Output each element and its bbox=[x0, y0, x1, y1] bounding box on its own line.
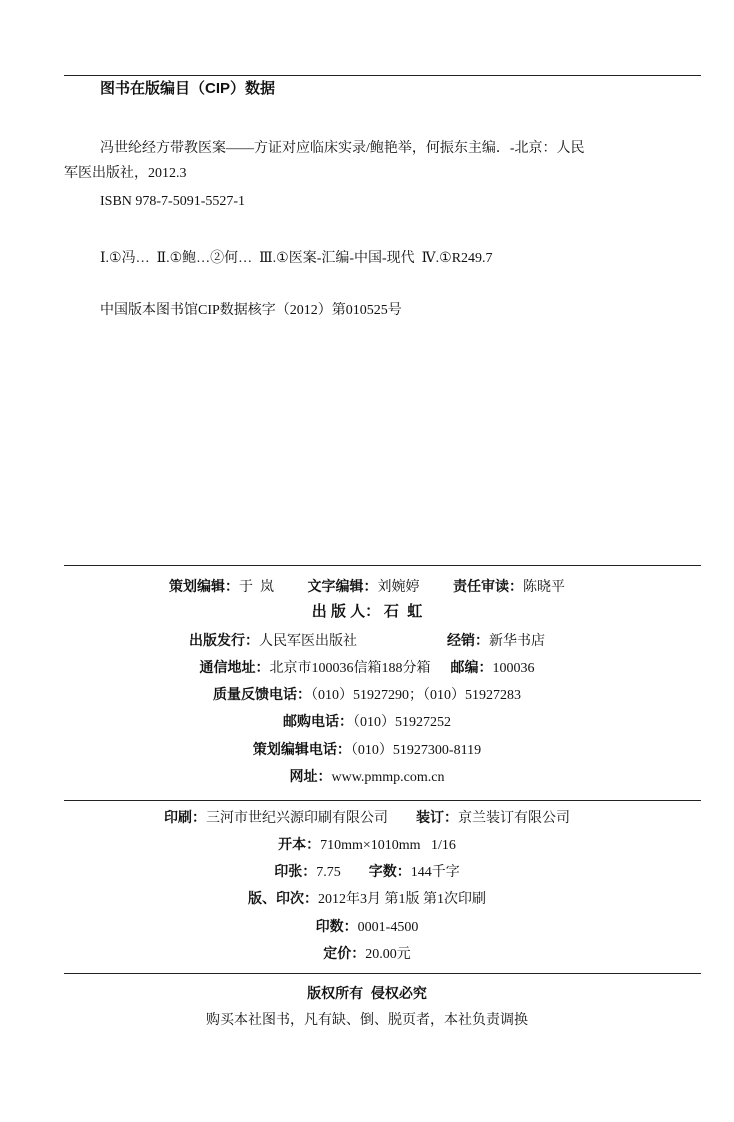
publisher-person-row: 出 版 人： 石 虹 bbox=[311, 603, 423, 620]
feedback-phone-row: 质量反馈电话：（010）51927290；（010）51927283 bbox=[213, 686, 521, 703]
copyright-rule bbox=[64, 973, 701, 974]
cip-record-line1: 冯世纶经方带教医案——方证对应临床实录/鲍艳举，何振东主编．-北京：人民 bbox=[100, 141, 585, 156]
cip-number: 中国版本图书馆CIP数据核字（2012）第010525号 bbox=[100, 303, 402, 318]
cip-record-line2: 军医出版社，2012.3 bbox=[64, 166, 187, 181]
website-row: 网址：www.pmmp.com.cn bbox=[289, 768, 445, 785]
format-row: 开本：710mm×1010mm 1/16 bbox=[278, 836, 456, 853]
edition-row: 版、印次：2012年3月 第1版 第1次印刷 bbox=[248, 890, 486, 907]
printing-rule bbox=[64, 800, 701, 801]
print-run-row: 印数：0001-4500 bbox=[315, 918, 419, 935]
price-row: 定价：20.00元 bbox=[323, 945, 411, 962]
isbn: ISBN 978-7-5091-5527-1 bbox=[100, 194, 246, 209]
copyright-notice: 版权所有 侵权必究 bbox=[307, 985, 427, 1001]
classification: Ⅰ.①冯… Ⅱ.①鲍…②何… Ⅲ.①医案-汇编-中国-现代 Ⅳ.①R249.7 bbox=[100, 251, 493, 266]
replacement-notice: 购买本社图书，凡有缺、倒、脱页者，本社负责调换 bbox=[206, 1013, 528, 1028]
planning-phone-row: 策划编辑电话：（010）51927300-8119 bbox=[252, 741, 482, 758]
credits-rule bbox=[64, 565, 701, 566]
cip-heading: 图书在版编目（CIP）数据 bbox=[100, 80, 276, 97]
website-link[interactable]: www.pmmp.com.cn bbox=[331, 770, 445, 785]
top-rule bbox=[64, 75, 701, 76]
printer-row: 印刷：三河市世纪兴源印刷有限公司 装订：京兰装订有限公司 bbox=[164, 809, 570, 826]
editors-row: 策划编辑：于 岚 文字编辑：刘婉婷 责任审读：陈晓平 bbox=[169, 578, 565, 595]
distributor-row: 出版发行：人民军医出版社 经销：新华书店 bbox=[189, 632, 545, 649]
sheets-row: 印张：7.75 字数：144千字 bbox=[274, 863, 460, 880]
address-row: 通信地址：北京市100036信箱188分箱 邮编：100036 bbox=[199, 659, 535, 676]
mail-order-row: 邮购电话：（010）51927252 bbox=[283, 713, 451, 730]
